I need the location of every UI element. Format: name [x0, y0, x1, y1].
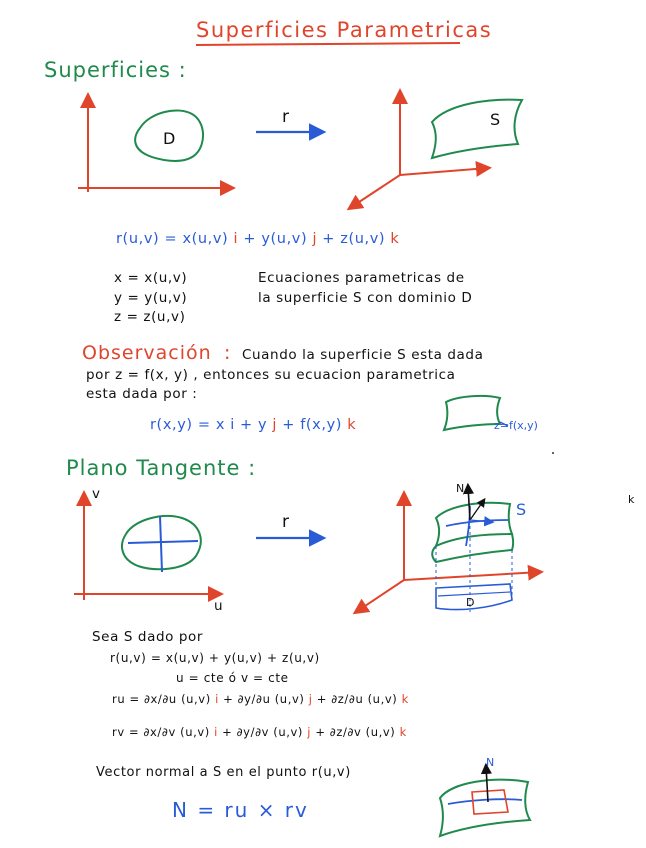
rv-j: j [307, 725, 312, 739]
tangent-intro: Sea S dado por [92, 629, 204, 645]
eq-j: j [312, 231, 318, 247]
eq-k: k [390, 231, 400, 247]
ru-x: ru = ∂x/∂u (u,v) [112, 692, 216, 706]
observation-surface [444, 396, 500, 430]
domain-label: D [163, 129, 176, 148]
heading-plano-tangente: Plano Tangente : [66, 456, 257, 480]
surface-label-2: S [516, 500, 527, 519]
eq-r: r(u,v) = [116, 231, 183, 247]
eq-x: x(u,v) [182, 231, 234, 247]
normal-formula: N = ru × rv [172, 798, 309, 822]
rv-y: + ∂y/∂v (u,v) [217, 725, 308, 739]
normal-sentence: Vector normal a S en el punto r(u,v) [96, 765, 351, 780]
stray-mark: k [628, 493, 635, 506]
domain-axes-1 [78, 96, 232, 192]
tangent-const-line: u = cte ó v = cte [176, 671, 289, 685]
domain-axes-2 [74, 494, 220, 600]
observation-line2: por z = f(x, y) , entonces su ecuacion parametrica [86, 367, 456, 383]
tangent-surface [432, 503, 513, 562]
observation-equation [150, 418, 356, 433]
ru-z: + ∂z/∂u (u,v) [312, 692, 402, 706]
map-label: r [282, 107, 290, 127]
ru-y: + ∂y/∂u (u,v) [218, 692, 309, 706]
domain-label-2: D [466, 596, 475, 609]
tangent-r-line: r(u,v) = x(u,v) + y(u,v) + z(u,v) [110, 651, 320, 665]
obs-eq-xy: x i + y [215, 417, 273, 433]
observation-line3: esta dada por : [86, 386, 198, 402]
obs-eq-k: k [347, 417, 357, 433]
vector-equation [116, 232, 399, 247]
eq-y: + y(u,v) [238, 231, 313, 247]
rv-i: i [214, 725, 218, 739]
rv-x: rv = ∂x/∂v (u,v) [112, 725, 215, 739]
observation-label: Observación [82, 342, 212, 364]
rv-k: k [399, 725, 407, 739]
obs-eq-f: + f(x,y) [277, 417, 348, 433]
param-x: x = x(u,v) [114, 270, 188, 286]
rv-equation [112, 727, 407, 739]
surface-note: z=f(x,y) [494, 419, 538, 432]
axis-u-label: u [214, 598, 224, 614]
bottom-surface [440, 780, 530, 836]
normal-label-2: N [456, 482, 465, 495]
param-desc-line2: la superficie S con dominio D [258, 290, 473, 306]
ru-i: i [215, 692, 219, 706]
ru-k: k [401, 692, 409, 706]
axis-v-label: v [92, 486, 101, 502]
eq-z: + z(u,v) [317, 231, 391, 247]
ru-j: j [308, 692, 313, 706]
param-desc-line1: Ecuaciones parametricas de [258, 270, 465, 286]
tangent-plane-square [472, 790, 508, 814]
obs-eq-j: j [272, 417, 278, 433]
surface-label: S [490, 110, 501, 129]
page-title: Superficies Parametricas [196, 18, 493, 42]
normal-label-3: N [486, 756, 495, 769]
observation-line1: Cuando la superficie S esta dada [242, 347, 484, 363]
map-label-2: r [282, 512, 290, 532]
observation-colon: : [224, 342, 232, 364]
param-z: z = z(u,v) [114, 309, 186, 325]
ru-equation [112, 694, 409, 706]
eq-i: i [233, 231, 239, 247]
normal-arrow-2 [468, 486, 470, 520]
param-y: y = y(u,v) [114, 290, 188, 306]
title-underline [196, 43, 460, 45]
heading-superficies: Superficies : [44, 58, 187, 82]
obs-eq-r: r(x,y) = [150, 417, 216, 433]
rv-z: + ∂z/∂v (u,v) [311, 725, 400, 739]
surface-patch-1 [432, 100, 522, 158]
